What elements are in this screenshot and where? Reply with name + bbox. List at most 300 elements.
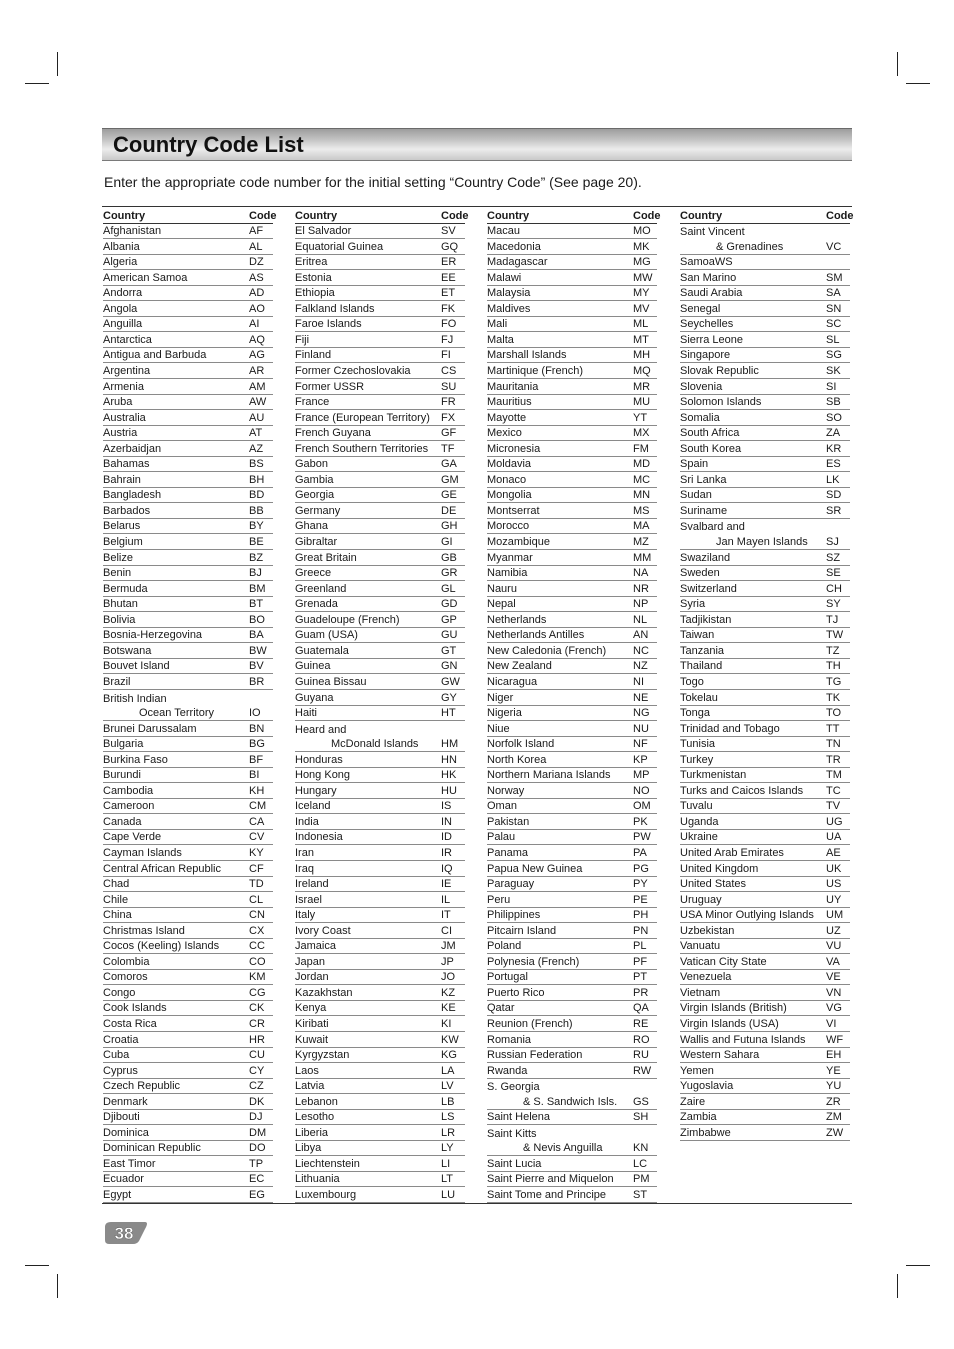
table-row (103, 488, 273, 504)
table-row (487, 1032, 657, 1048)
table-row (680, 1063, 850, 1079)
crop-mark (897, 52, 898, 76)
country-code: SV (441, 225, 456, 238)
country-code: KY (249, 846, 264, 859)
country-code: GT (441, 644, 457, 657)
table-row (295, 379, 465, 395)
country-name: United Arab Emirates (680, 846, 784, 859)
country-code: PN (633, 924, 649, 937)
country-code: SC (826, 318, 842, 331)
country-code: VN (826, 986, 842, 999)
table-row (487, 239, 657, 255)
table-row (487, 628, 657, 644)
country-code: CC (249, 940, 265, 953)
column-header (680, 208, 854, 224)
country-code: BZ (249, 551, 264, 564)
country-code: DK (249, 1095, 265, 1108)
country-name: Ireland (295, 878, 329, 891)
country-code: GF (441, 427, 457, 440)
country-code: AT (249, 427, 263, 440)
country-name: Syria (680, 598, 706, 611)
table-row (103, 1110, 273, 1126)
country-code: GA (441, 458, 457, 471)
header-country: Country (680, 209, 723, 222)
table-column (103, 208, 277, 1203)
country-code: MU (633, 396, 651, 409)
table-row (487, 845, 657, 861)
country-name: Burkina Faso (103, 753, 168, 766)
country-code: TM (826, 769, 842, 782)
country-name: Cambodia (103, 784, 154, 797)
table-row (487, 519, 657, 535)
country-name: Colombia (103, 955, 150, 968)
country-name: Equatorial Guinea (295, 240, 384, 253)
country-name: Guadeloupe (French) (295, 613, 400, 626)
table-row (295, 426, 465, 442)
table-row (103, 752, 273, 768)
table-column (487, 208, 661, 1203)
table-row (487, 970, 657, 986)
country-name: Lebanon (295, 1095, 338, 1108)
country-code: VG (826, 1002, 842, 1015)
country-name: Mongolia (487, 489, 532, 502)
table-row (295, 441, 465, 457)
country-name: Canada (103, 815, 142, 828)
country-code: SJ (826, 536, 839, 549)
country-code: GH (441, 520, 458, 533)
country-name: Nauru (487, 582, 517, 595)
country-name: Bolivia (103, 613, 136, 626)
country-name: Anguilla (103, 318, 143, 331)
country-code: TR (826, 753, 841, 766)
table-row (103, 550, 273, 566)
country-name: Oman (487, 800, 517, 813)
table-row (487, 255, 657, 271)
country-name: Portugal (487, 971, 528, 984)
country-name: Northern Mariana Islands (487, 769, 611, 782)
country-name: Switzerland (680, 582, 737, 595)
country-code: CY (249, 1064, 265, 1077)
country-code: FI (441, 349, 451, 362)
table-row (295, 317, 465, 333)
country-name: East Timor (103, 1157, 156, 1170)
table-row (295, 674, 465, 690)
country-name: Belgium (103, 536, 143, 549)
country-code: LC (633, 1157, 648, 1170)
country-code: GN (441, 660, 458, 673)
country-name: Luxembourg (295, 1189, 357, 1201)
country-name: Former USSR (295, 380, 365, 393)
table-row (295, 783, 465, 799)
table-column (295, 208, 469, 1203)
country-name: Vietnam (680, 986, 721, 999)
table-row (103, 830, 273, 846)
country-code: PK (633, 815, 648, 828)
country-name: Monaco (487, 473, 527, 486)
country-name: Saint Pierre and Miquelon (487, 1173, 614, 1186)
country-code: BD (249, 489, 265, 502)
country-code: GP (441, 613, 457, 626)
table-row (295, 721, 465, 737)
country-name: Armenia (103, 380, 144, 393)
country-code: UM (826, 909, 844, 922)
table-row (487, 814, 657, 830)
country-code: UA (826, 831, 842, 844)
country-name: Togo (680, 675, 704, 688)
country-code: BM (249, 582, 266, 595)
country-name: Slovenia (680, 380, 723, 393)
country-name: Liberia (295, 1126, 329, 1139)
country-code: SM (826, 271, 843, 284)
country-code: VE (826, 971, 841, 984)
country-name: Kyrgyzstan (295, 1049, 350, 1062)
country-code: BH (249, 473, 265, 486)
country-code: CF (249, 862, 264, 875)
country-code: GE (441, 489, 457, 502)
table-row (103, 363, 273, 379)
country-code: MC (633, 473, 651, 486)
country-name: Brunei Darussalam (103, 722, 197, 735)
country-code: AF (249, 225, 264, 238)
table-row (487, 581, 657, 597)
country-code: NE (633, 691, 649, 704)
country-name: Brazil (103, 675, 131, 688)
country-code: KE (441, 1002, 456, 1015)
table-row (295, 814, 465, 830)
country-name: Indonesia (295, 831, 343, 844)
country-name: Greece (295, 567, 332, 580)
country-name: Netherlands Antilles (487, 629, 585, 642)
country-name: Afghanistan (103, 225, 162, 238)
table-row (487, 1172, 657, 1188)
table-row (295, 519, 465, 535)
country-code: CS (441, 365, 457, 378)
table-row (295, 332, 465, 348)
table-row (103, 628, 273, 644)
country-code: MW (633, 271, 653, 284)
country-name: Thailand (680, 660, 723, 673)
country-code: PM (633, 1173, 650, 1186)
country-name: Micronesia (487, 442, 541, 455)
table-row (487, 348, 657, 364)
country-name: Saint Helena (487, 1111, 550, 1124)
country-name: Solomon Islands (680, 396, 762, 409)
table-row (680, 861, 850, 877)
table-row (680, 954, 850, 970)
country-code: US (826, 878, 842, 891)
country-code: YU (826, 1080, 842, 1093)
country-code: KM (249, 971, 266, 984)
country-code: JM (441, 940, 456, 953)
table-row (680, 317, 850, 333)
table-row (103, 799, 273, 815)
table-row (680, 332, 850, 348)
table-row (103, 690, 273, 706)
country-code: SR (826, 504, 842, 517)
table-row (680, 970, 850, 986)
table-row (295, 395, 465, 411)
table-row (295, 1125, 465, 1141)
country-name: Cape Verde (103, 831, 162, 844)
table-row (487, 737, 657, 753)
country-code: PT (633, 971, 648, 984)
country-code: NU (633, 722, 649, 735)
country-code: IL (441, 893, 451, 906)
table-row (680, 301, 850, 317)
table-row (295, 255, 465, 271)
table-row (487, 488, 657, 504)
country-name: Saudi Arabia (680, 287, 743, 300)
country-code: LR (441, 1126, 456, 1139)
table-bottom-rule (102, 1203, 852, 1204)
table-row (680, 721, 850, 737)
country-name: S. Georgia (487, 1081, 540, 1094)
column-header (103, 208, 277, 224)
country-name: Zaire (680, 1095, 706, 1108)
country-name: Suriname (680, 504, 728, 517)
country-name: South Korea (680, 442, 742, 455)
country-code: LK (826, 473, 840, 486)
table-row (103, 270, 273, 286)
country-code: GB (441, 551, 457, 564)
table-row (295, 597, 465, 613)
country-code: MS (633, 504, 650, 517)
table-row (680, 659, 850, 675)
country-code: BF (249, 753, 264, 766)
country-code: CL (249, 893, 264, 906)
table-row (295, 550, 465, 566)
table-row (103, 1032, 273, 1048)
country-name: Grenada (295, 598, 338, 611)
table-row (487, 830, 657, 846)
country-name: Iran (295, 846, 314, 859)
table-row (680, 830, 850, 846)
table-row (103, 768, 273, 784)
table-row (680, 752, 850, 768)
country-name: Zimbabwe (680, 1126, 731, 1139)
table-row (295, 659, 465, 675)
table-row (487, 317, 657, 333)
country-code: ZW (826, 1126, 844, 1139)
country-code: LT (441, 1173, 454, 1186)
country-code: HM (441, 738, 459, 751)
table-row (680, 1001, 850, 1017)
country-name: Libya (295, 1142, 322, 1155)
table-row (487, 1079, 657, 1095)
country-code: BB (249, 504, 264, 517)
table-row (487, 985, 657, 1001)
country-name: Malawi (487, 271, 522, 284)
country-code: FK (441, 302, 456, 315)
country-code: BR (249, 675, 265, 688)
country-name: Great Britain (295, 551, 357, 564)
country-code: NI (633, 675, 644, 688)
country-name: Bulgaria (103, 738, 144, 751)
table-row (680, 550, 850, 566)
country-name: Western Sahara (680, 1049, 760, 1062)
country-name: Jan Mayen Islands (716, 536, 808, 549)
country-name: Rwanda (487, 1064, 528, 1077)
country-name: Denmark (103, 1095, 148, 1108)
table-row (295, 1001, 465, 1017)
table-row (487, 690, 657, 706)
country-code: NO (633, 784, 650, 797)
country-name: Nigeria (487, 707, 522, 720)
country-code: TC (826, 784, 841, 797)
table-row (295, 628, 465, 644)
country-code: CG (249, 986, 266, 999)
country-name: Italy (295, 909, 316, 922)
country-name: & Grenadines (716, 240, 784, 253)
table-row (103, 939, 273, 955)
country-name: Laos (295, 1064, 319, 1077)
country-name: Pitcairn Island (487, 924, 557, 937)
table-row (487, 270, 657, 286)
country-name: Turkey (680, 753, 714, 766)
country-name: Romania (487, 1033, 532, 1046)
country-code: FR (441, 396, 456, 409)
country-name: Maldives (487, 302, 531, 315)
table-row (487, 799, 657, 815)
table-row (680, 737, 850, 753)
table-row (680, 519, 850, 535)
country-name: Pakistan (487, 815, 530, 828)
country-code: IN (441, 815, 452, 828)
country-code: SY (826, 598, 841, 611)
country-code: MH (633, 349, 651, 362)
country-name: Somalia (680, 411, 720, 424)
table-row (680, 472, 850, 488)
table-row (487, 224, 657, 240)
column-header (295, 208, 469, 224)
country-name: Comoros (103, 971, 148, 984)
country-name: Estonia (295, 271, 332, 284)
country-name: Venezuela (680, 971, 732, 984)
table-row (103, 659, 273, 675)
country-name: Spain (680, 458, 709, 471)
table-row (487, 892, 657, 908)
country-code: ZR (826, 1095, 841, 1108)
country-name: Niue (487, 722, 510, 735)
country-code: KG (441, 1049, 457, 1062)
country-name: Bouvet Island (103, 660, 170, 673)
country-code: HT (441, 707, 456, 720)
country-code: ZA (826, 427, 841, 440)
crop-mark (906, 1265, 930, 1266)
table-row (487, 503, 657, 519)
country-code: ST (633, 1189, 648, 1201)
table-row (487, 379, 657, 395)
country-code: VI (826, 1017, 837, 1030)
country-code: SE (826, 567, 841, 580)
country-code: SI (826, 380, 837, 393)
country-code: CO (249, 955, 266, 968)
country-code: TF (441, 442, 455, 455)
table-row (487, 301, 657, 317)
table-row (487, 752, 657, 768)
table-row (487, 410, 657, 426)
country-code: CR (249, 1017, 265, 1030)
country-name: Martinique (French) (487, 365, 583, 378)
country-name: Puerto Rico (487, 986, 545, 999)
country-code: BG (249, 738, 265, 751)
country-name: Chile (103, 893, 129, 906)
table-row (487, 939, 657, 955)
table-row (295, 643, 465, 659)
table-row (487, 426, 657, 442)
country-name: United Kingdom (680, 862, 759, 875)
country-name: Djibouti (103, 1111, 140, 1124)
country-name: Dominican Republic (103, 1142, 201, 1155)
country-name: Kazakhstan (295, 986, 353, 999)
country-code: LY (441, 1142, 454, 1155)
country-code: ET (441, 287, 456, 300)
table-row (103, 1141, 273, 1157)
country-name: Bosnia-Herzegovina (103, 629, 203, 642)
country-name: Costa Rica (103, 1017, 157, 1030)
country-name: Bahrain (103, 473, 141, 486)
country-name: Eritrea (295, 256, 328, 269)
country-code: VU (826, 940, 842, 953)
country-code: CM (249, 800, 267, 813)
table-row (487, 908, 657, 924)
table-row (103, 317, 273, 333)
country-name: Algeria (103, 256, 138, 269)
country-code: TD (249, 878, 264, 891)
table-row (103, 301, 273, 317)
country-code: MN (633, 489, 651, 502)
country-code: PG (633, 862, 649, 875)
table-row (680, 457, 850, 473)
table-row (103, 1001, 273, 1017)
country-name: Mali (487, 318, 508, 331)
country-name: Macau (487, 225, 521, 238)
table-row (295, 1048, 465, 1064)
country-code: SB (826, 396, 841, 409)
table-row (680, 566, 850, 582)
country-code: DM (249, 1126, 267, 1139)
table-row (487, 783, 657, 799)
country-name: & Nevis Anguilla (523, 1142, 603, 1155)
country-name: Lithuania (295, 1173, 340, 1186)
country-name: Kuwait (295, 1033, 329, 1046)
country-name: Nicaragua (487, 675, 538, 688)
table-row (295, 768, 465, 784)
page-number: 38 (114, 1224, 134, 1243)
country-code: CK (249, 1002, 265, 1015)
country-name: Tokelau (680, 691, 718, 704)
country-name: Qatar (487, 1002, 515, 1015)
country-name: Vatican City State (680, 955, 767, 968)
table-row (103, 239, 273, 255)
country-code: AM (249, 380, 266, 393)
crop-mark (897, 1274, 898, 1298)
country-code: NZ (633, 660, 648, 673)
country-name: Bangladesh (103, 489, 162, 502)
table-row (295, 270, 465, 286)
country-name: Cyprus (103, 1064, 138, 1077)
country-code: PY (633, 878, 648, 891)
table-row (680, 845, 850, 861)
table-row (295, 224, 465, 240)
country-name: South Africa (680, 427, 740, 440)
country-code: CI (441, 924, 452, 937)
country-code: IO (249, 707, 261, 720)
country-name: New Zealand (487, 660, 552, 673)
country-name: Norfolk Island (487, 738, 555, 751)
table-row (487, 659, 657, 675)
table-row (295, 1094, 465, 1110)
